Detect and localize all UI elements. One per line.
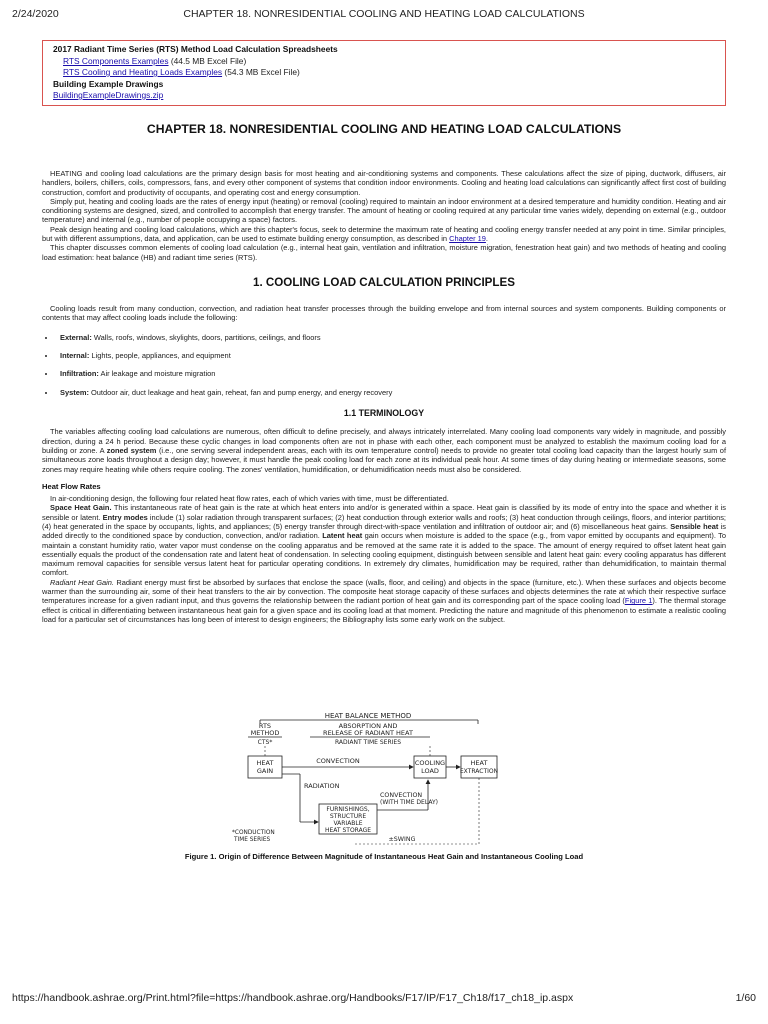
swing-label: ±SWING (388, 836, 416, 843)
list-item-term: Internal: (60, 350, 90, 360)
heat-extraction-label-1: HEAT (470, 759, 488, 767)
radiant-heat-gain-term: Radiant Heat Gain. (50, 577, 114, 587)
cts-footnote-2: TIME SERIES (234, 837, 271, 843)
resources-box (42, 40, 726, 106)
section-1-paragraph: Cooling loads result from many conduction, convection, and radiation heat transfer processes through the building envelope and from internal sources and system components. Building components or contents that may affect cooling loads include the following: (42, 303, 726, 323)
rts-loads-size: (54.3 MB Excel File) (222, 67, 300, 77)
cts-label: CTS* (257, 739, 273, 746)
terminology-text-a: The variables affecting cooling load calculations are numerous, often difficult to define precisely, and always intricately interrelated. Many cooling load components vary widely in magnitude, and possibly direction, during a 24 h period. Because these cyclic changes in load components often are not in phase with each other, each component must be analyzed to establish the maximum cooling load for a building or zone. A (42, 427, 726, 455)
convection-delay-label-2: (WITH TIME DELAY) (380, 799, 438, 806)
zoned-system-term: zoned system (106, 445, 157, 455)
intro-paragraph-2: Simply put, heating and cooling loads are the rates of energy input (heating) or removal (cooling) required to maintain an indoor environment at a desired temperature and humidity condition. Heating and air conditioning systems are designed, sized, and controlled to accomplish that energy transfer. The amount of heating or cooling required at any particular time varies widely, depending on external (e.g., outdoor temperature) and internal (e.g., number of people occupying a space) factors. (42, 196, 726, 225)
chapter-19-link[interactable]: Chapter 19 (449, 234, 486, 244)
list-item (56, 333, 726, 342)
list-item-term: Infiltration: (60, 369, 99, 379)
radiation-label: RADIATION (304, 782, 340, 790)
list-item-term: System: (60, 387, 89, 397)
list-item-text: Lights, people, appliances, and equipment (89, 350, 231, 360)
intro-p3-text: Peak design heating and cooling load calculations, which are this chapter's focus, seek to determine the maximum rate of heating and cooling energy transfer needed at any point in time. Similar principles, but with different assumptions, data, and application, can be used to estimate building energy consumption, as described in (42, 224, 726, 244)
terminology-paragraph (42, 427, 726, 473)
terminology-text-b: (i.e., one serving several independent areas, each with its own temperature control) needs to provide no greater total cooling load capacity than the largest hourly sum of simultaneous zone loads throughout a design day; however, it must handle the peak cooling load for each zone at its individual peak hour. At some times of day during heating or intermediate seasons, some zones may require heating while others require cooling. The zones' ventilation, humidification, or dehumidification needs must also be considered. (42, 445, 727, 474)
space-heat-gain-term: Space Heat Gain. (50, 503, 112, 513)
chapter-title: CHAPTER 18. NONRESIDENTIAL COOLING AND HEATING LOAD CALCULATIONS (146, 122, 622, 136)
list-item (56, 369, 726, 378)
figure-1-diagram (220, 710, 500, 850)
list-item-term: External: (60, 332, 92, 342)
shg-text-a: This instantaneous rate of heat gain is the rate at which heat enters into and/or is generated within a space. Heat gain is classified by its mode of entry into the space and whether it is sensible or latent. (42, 503, 726, 522)
rts-loads-link[interactable]: RTS Cooling and Heating Loads Examples (63, 67, 223, 77)
drawings-zip-link[interactable]: BuildingExampleDrawings.zip (53, 90, 164, 100)
furnishings-label-3: VARIABLE (333, 820, 363, 827)
convection-label: CONVECTION (316, 757, 360, 765)
furnishings-label-4: HEAT STORAGE (324, 827, 372, 834)
shg-text-d: gain occurs when moisture is added to the space (e.g., from vapor emitted by occupants and equipment). To maintain a constant humidity ratio, water vapor must condense on the cooling apparatus and be removed at the same rate it is added to the space. The amount of energy required to offset latent heat gain essentially equals the product of the condensation rate and latent heat of condensation. In selecting cooling equipment, distinguish between sensible and latent heat gain: every cooling apparatus has different maximum removal capacities for sensible versus latent heat for particular operating conditions. In extremely dry climates, humidification may be required, rather than dehumidification, to maintain thermal comfort. (42, 531, 727, 578)
cooling-load-label-1: COOLING (414, 759, 446, 767)
list-item (56, 351, 726, 360)
section-1-heading: 1. COOLING LOAD CALCULATION PRINCIPLES (253, 275, 515, 289)
drawings-heading: Building Example Drawings (53, 78, 164, 89)
method-label: METHOD (250, 729, 280, 737)
heat-extraction-label-2: EXTRACTION (459, 768, 499, 775)
sensible-heat-term: Sensible heat (670, 522, 719, 531)
terminology-heading: 1.1 TERMINOLOGY (343, 408, 425, 419)
list-item-text: Outdoor air, duct leakage and heat gain, reheat, fan and pump energy, and energy recovery (88, 387, 393, 397)
heat-gain-label-1: HEAT (256, 759, 274, 767)
shg-text-b: include (1) solar radiation through transparent surfaces; (2) heat conduction through exterior walls and roofs; (3) heat conduction through ceilings, floors, and interior partitions; (4) heat generated in the space by occupants, lights, and appliances; (5) energy transfer through direct-with-space ventilation and infiltration of outdoor air; and (6) miscellaneous heat gains. (42, 512, 726, 531)
furnishings-label-2: STRUCTURE (329, 813, 367, 820)
heat-flow-rates-heading: Heat Flow Rates (42, 481, 101, 491)
print-header (0, 8, 768, 24)
convection-delay-label-1: CONVECTION (380, 792, 423, 799)
cooling-load-label-2: LOAD (421, 767, 439, 775)
intro-p3-end: . (485, 234, 488, 244)
print-date: 2/24/2020 (12, 8, 59, 20)
list-item-text: Walls, roofs, windows, skylights, doors, partitions, ceilings, and floors (91, 332, 321, 342)
radiant-series-label: RADIANT TIME SERIES (334, 739, 402, 746)
heat-flow-intro: In air-conditioning design, the following four related heat flow rates, each of which varies with time, must be differentiated. (50, 494, 449, 504)
latent-heat-term: Latent heat (322, 531, 363, 541)
rts-components-size: (44.5 MB Excel File) (168, 55, 247, 66)
space-heat-gain-paragraph (42, 503, 726, 577)
list-item (56, 388, 726, 397)
intro-paragraph-4: This chapter discusses common elements of cooling load calculation (e.g., internal heat gain, ventilation and infiltration, moisture migration, fenestration heat gain) and two methods of heating and cooling load estimation: heat balance (HB) and radiant time series (RTS). (42, 243, 726, 262)
release-label: RELEASE OF RADIANT HEAT (323, 729, 413, 737)
rts-components-row (53, 56, 715, 68)
rhg-text-b: ). The thermal storage effect is critical in differentiating between instantaneous heat gain for a given space and its cooling load at that moment. Predicting the nature and magnitude of this phenomenon to estimate a realistic cooling load for a particular set of circumstances has long been of interest to design engineers; the Bibliography lists some early work on the subject. (42, 596, 726, 624)
spreadsheets-heading: 2017 Radiant Time Series (RTS) Method Load Calculation Spreadsheets (53, 44, 338, 54)
load-components-list (42, 333, 726, 397)
rhg-text-a: Radiant energy must first be absorbed by surfaces that enclose the space (walls, floor, and ceiling) and objects in the space (furniture, etc.). When these surfaces and objects become warmer than the surrounding air, some of their heat transfers to the air by convection. The composite heat storage capacity of these surfaces and objects determines the rate at which their respective surface temperatures increase for a given radiant input, and thus governs the relationship between the radiant portion of heat gain and its corresponding part of the space cooling load ( (42, 577, 726, 606)
rts-components-link[interactable]: RTS Components Examples (63, 55, 169, 66)
rts-loads-row (53, 67, 715, 79)
intro-paragraph-1: HEATING and cooling load calculations are the primary design basis for most heating and air-conditioning systems and components. These calculations affect the size of piping, ductwork, diffusers, air handlers, boilers, chillers, coils, compressors, fans, and every other component of systems that condition indoor environments. Cooling and heating load calculations can significantly affect first cost of building construction, comfort and productivity of occupants, and operating cost and energy consumption. (42, 169, 726, 197)
heat-balance-label: HEAT BALANCE METHOD (324, 712, 412, 720)
radiant-heat-gain-paragraph (42, 578, 726, 624)
shg-text-c: is added directly to the conditioned space by conduction, convection, and/or radiation. (42, 522, 727, 541)
cts-footnote-1: *CONDUCTION (232, 830, 275, 836)
page-number: 1/60 (735, 992, 756, 1004)
furnishings-label-1: FURNISHINGS, (326, 806, 370, 813)
print-title: CHAPTER 18. NONRESIDENTIAL COOLING AND HEATING LOAD CALCULATIONS (183, 8, 585, 20)
figure-1-link[interactable]: Figure 1 (624, 596, 653, 606)
heat-flow-diagram (220, 710, 500, 850)
intro-paragraph-3 (42, 225, 726, 244)
absorption-label: ABSORPTION AND (338, 722, 398, 730)
list-item-text: Air leakage and moisture migration (98, 369, 216, 379)
figure-1-caption: Figure 1. Origin of Difference Between Magnitude of Instantaneous Heat Gain and Instantaneous Cooling Load (184, 852, 584, 861)
entry-modes-term: Entry modes (102, 512, 148, 522)
rts-label: RTS (258, 722, 272, 730)
heat-gain-label-2: GAIN (256, 767, 274, 775)
print-url: https://handbook.ashrae.org/Print.html?file=https://handbook.ashrae.org/Handbooks/F17/IP/F17_Ch18/f17_ch18_ip.aspx (12, 992, 574, 1004)
chapter-content (42, 120, 726, 624)
